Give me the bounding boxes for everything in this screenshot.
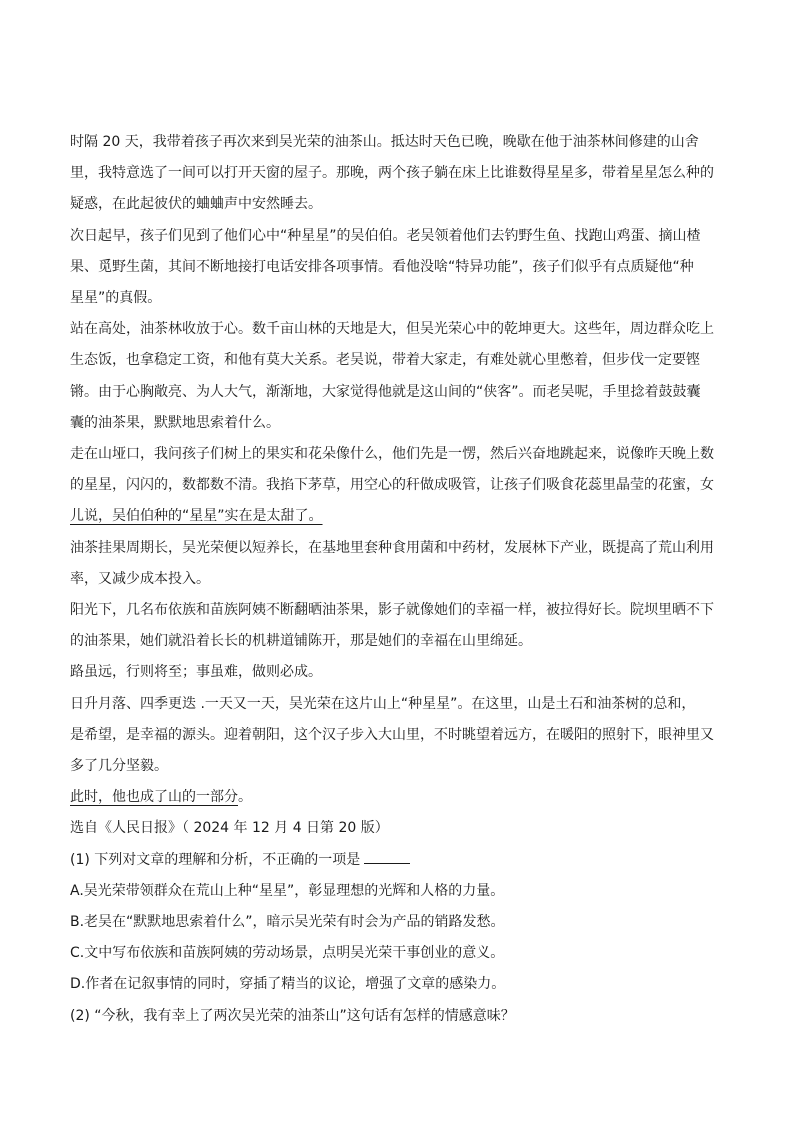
sentence-end: 。	[238, 789, 252, 806]
document-page	[70, 127, 730, 1032]
underlined-sentence: 此时，他也成了山的一部分	[70, 789, 238, 806]
text-line: 疑惑，在此起彼伏的蛐蛐声中安然睡去。	[70, 196, 322, 213]
text-line: 囊的油茶果，默默地思索着什么。	[70, 414, 280, 431]
paragraph-7	[70, 657, 730, 688]
option-d: D.作者在记叙事情的同时，穿插了精当的议论，增强了文章的感染力。	[70, 976, 506, 993]
paragraph-3	[70, 314, 730, 439]
text-line: 果、觅野生菌，其间不断地接打电话安排各项事情。看他没啥“特异功能”，孩子们似乎有点质疑他“种	[70, 258, 694, 275]
text-line: 的油茶果，她们就沿着长长的机耕道铺陈开，那是她们的幸福在山里绵延。	[70, 633, 532, 650]
paragraph-5	[70, 533, 730, 595]
paragraph-4	[70, 439, 730, 533]
question-1-text: (1) 下列对文章的理解和分析，不正确的一项是	[70, 851, 361, 868]
text-line: 是希望，是幸福的源头。迎着朝阳，这个汉子步入大山里，不时眺望着远方，在暖阳的照射下，眼神里又	[70, 726, 714, 743]
question-1-stem	[70, 845, 730, 876]
text-line	[70, 501, 730, 532]
underlined-sentence: 儿说，吴伯伯种的“星星”实在是太甜了。	[70, 508, 323, 525]
article-source: 选自《人民日报》（ 2024 年 12 月 4 日第 20 版）	[70, 820, 389, 837]
text-line: 的星星，闪闪的，数都数不清。我掐下茅草，用空心的秆做成吸管，让孩子们吸食花蕊里晶莹的花蜜，女	[70, 477, 714, 494]
text-line: 时隔 20 天，我带着孩子再次来到吴光荣的油茶山。抵达时天色已晚，晚歇在他于油茶林间修建的山舍	[70, 134, 699, 150]
paragraph-1	[70, 127, 730, 221]
option-a: A.吴光荣带领群众在荒山上种“星星”，彰显理想的光辉和人格的力量。	[70, 882, 505, 899]
text-line: 走在山垭口，我问孩子们树上的果实和花朵像什么，他们先是一愣，然后兴奋地跳起来，说像昨天晚上数	[70, 446, 714, 463]
paragraph-9	[70, 782, 730, 813]
paragraph-8	[70, 689, 730, 783]
text-line: 次日起早，孩子们见到了他们心中“种星星”的吴伯伯。老吴领着他们去钓野生鱼、找跑山鸡蛋、摘山楂	[70, 227, 701, 244]
text-line: 锵。由于心胸敞亮、为人大气，渐渐地，大家觉得他就是这山间的“侠客”。而老吴呢，手里捻着鼓鼓囊	[70, 383, 701, 400]
text-line: 生态饭，也拿稳定工资，和他有莫大关系。老吴说，带着大家走，有难处就心里憋着，但步伐一定要铿	[70, 352, 700, 369]
text-line: 油茶挂果周期长，吴光荣便以短养长，在基地里套种食用菌和中药材，发展林下产业，既提高了荒山利用	[70, 539, 714, 556]
text-line: 里，我特意选了一间可以打开天窗的屋子。那晚，两个孩子躺在床上比谁数得星星多，带着星星怎么种的	[70, 165, 714, 182]
text-line: 星星”的真假。	[70, 290, 162, 307]
paragraph-2	[70, 221, 730, 315]
text-line	[70, 782, 730, 813]
question-2-stem: (2) “今秋，我有幸上了两次吴光荣的油茶山”这句话有怎样的情感意味？	[70, 1007, 515, 1024]
text-line: 站在高处，油茶林收放于心。数千亩山林的天地是大，但吴光荣心中的乾坤更大。这些年，周边群众吃上	[70, 321, 714, 338]
option-b: B.老吴在“默默地思索着什么”，暗示吴光荣有时会为产品的销路发愁。	[70, 914, 505, 931]
text-line: 路虽远，行则将至；事虽难，做则必成。	[70, 664, 322, 681]
text-line: 率，又减少成本投入。	[70, 570, 210, 587]
paragraph-6	[70, 595, 730, 657]
answer-blank[interactable]	[364, 849, 410, 864]
text-line: 阳光下，几名布依族和苗族阿姨不断翻晒油茶果，影子就像她们的幸福一样，被拉得好长。院坝里晒不下	[70, 602, 714, 619]
option-c: C.文中写布依族和苗族阿姨的劳动场景，点明吴光荣干事创业的意义。	[70, 945, 505, 962]
text-line: 多了几分坚毅。	[70, 758, 168, 775]
text-line: 日升月落、四季更迭 .一天又一天，吴光荣在这片山上“种星星”。在这里，山是土石和油茶树的总和，	[70, 695, 696, 712]
